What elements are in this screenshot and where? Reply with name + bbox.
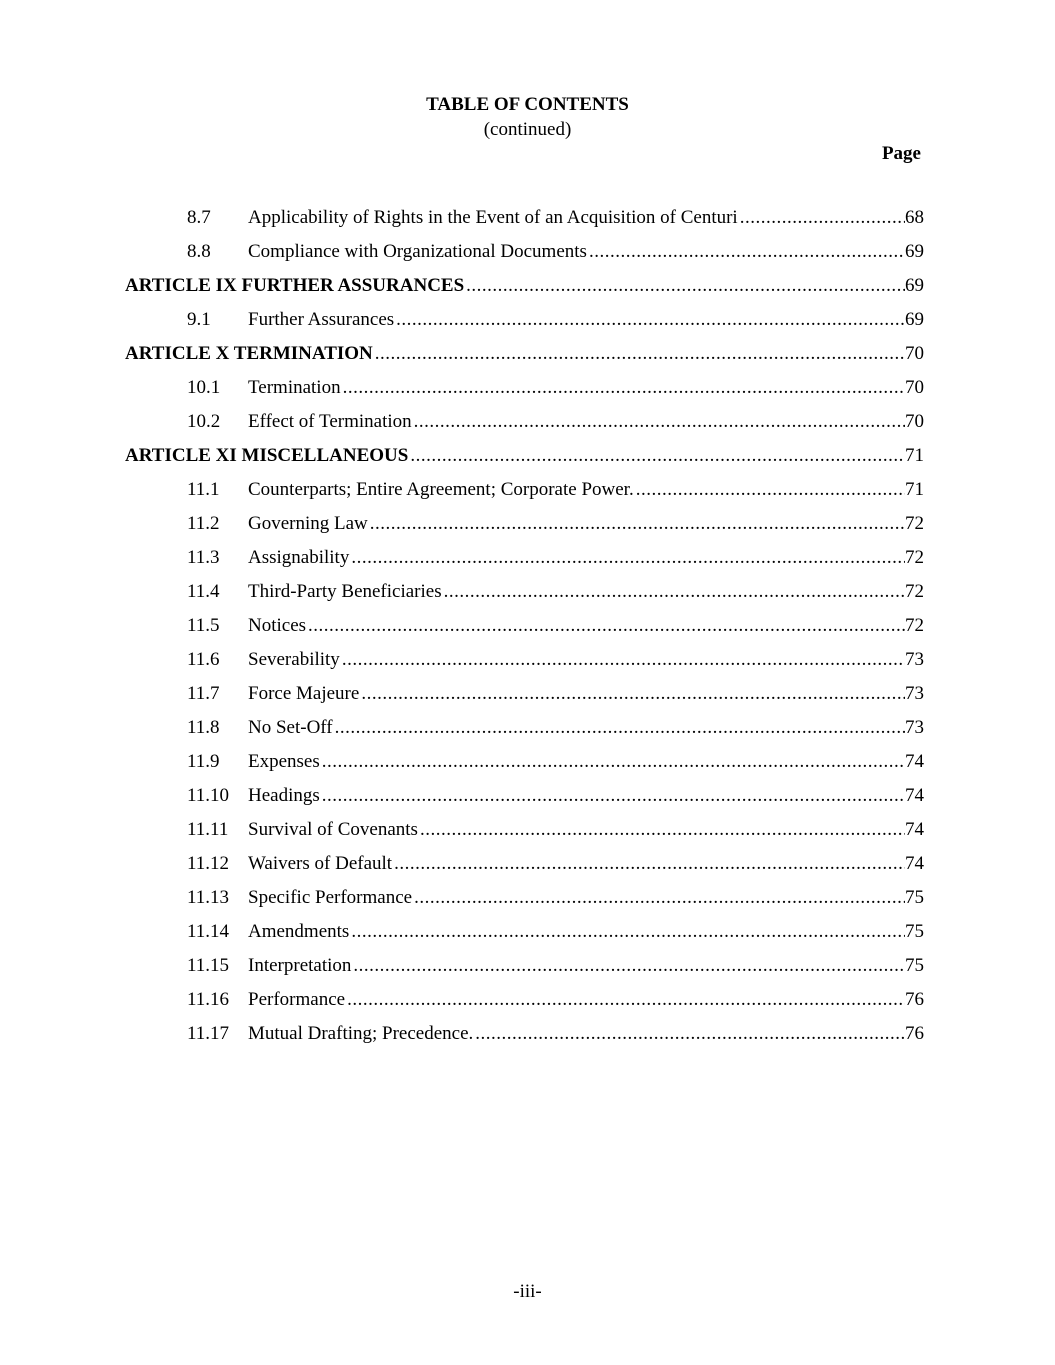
section-title: No Set-Off	[248, 717, 333, 738]
dot-leader	[349, 544, 905, 572]
toc-entry	[125, 442, 924, 470]
page-number: 75	[905, 887, 924, 908]
toc-section-row[interactable]	[0, 238, 1055, 272]
page-number: 68	[905, 207, 924, 228]
section-number: 11.1	[187, 479, 220, 500]
toc-entry	[248, 850, 924, 878]
dot-leader	[412, 884, 905, 912]
toc-section-row[interactable]	[0, 816, 1055, 850]
page-number: 70	[905, 411, 924, 432]
dot-leader	[464, 272, 905, 300]
toc-entry	[125, 272, 924, 300]
section-title: Counterparts; Entire Agreement; Corporate Power.	[248, 479, 634, 500]
toc-subtitle: (continued)	[483, 119, 572, 140]
toc-entry	[248, 816, 924, 844]
section-number: 11.2	[187, 513, 220, 534]
toc-entry	[125, 340, 924, 368]
toc-section-row[interactable]	[0, 884, 1055, 918]
page-column-heading: Page	[881, 143, 921, 164]
article-title: ARTICLE X TERMINATION	[125, 343, 373, 364]
toc-entry	[248, 544, 924, 572]
dot-leader	[634, 476, 905, 504]
toc-section-row[interactable]	[0, 306, 1055, 340]
toc-entry	[248, 918, 924, 946]
section-number: 11.13	[187, 887, 230, 908]
toc-entry	[248, 782, 924, 810]
section-number: 11.6	[187, 649, 220, 670]
toc-title: TABLE OF CONTENTS	[426, 94, 629, 115]
toc-article-row[interactable]	[0, 340, 1055, 374]
toc-section-row[interactable]	[0, 374, 1055, 408]
article-title: ARTICLE IX FURTHER ASSURANCES	[125, 275, 465, 296]
toc-section-row[interactable]	[0, 986, 1055, 1020]
page-number: 74	[905, 751, 924, 772]
dot-leader	[408, 442, 905, 470]
toc-section-row[interactable]	[0, 510, 1055, 544]
dot-leader	[418, 816, 905, 844]
dot-leader	[306, 612, 905, 640]
toc-entry	[248, 1020, 924, 1048]
section-number: 11.14	[187, 921, 230, 942]
toc-section-row[interactable]	[0, 1020, 1055, 1054]
toc-section-row[interactable]	[0, 476, 1055, 510]
dot-leader	[587, 238, 905, 266]
section-title: Notices	[248, 615, 307, 636]
section-number: 11.15	[187, 955, 230, 976]
toc-entry	[248, 476, 924, 504]
page-number: 69	[905, 275, 924, 296]
page-number: 73	[905, 717, 924, 738]
section-number: 11.3	[187, 547, 220, 568]
toc-entry	[248, 952, 924, 980]
page-number: 73	[905, 649, 924, 670]
page-number: 74	[905, 819, 924, 840]
dot-leader	[368, 510, 905, 538]
section-number: 11.17	[187, 1023, 230, 1044]
section-number: 11.10	[187, 785, 230, 806]
page-number: 76	[905, 989, 924, 1010]
section-number: 11.8	[187, 717, 220, 738]
toc-entry	[248, 986, 924, 1014]
article-title: ARTICLE XI MISCELLANEOUS	[125, 445, 409, 466]
section-number: 9.1	[187, 309, 211, 330]
toc-section-row[interactable]	[0, 748, 1055, 782]
section-title: Performance	[248, 989, 346, 1010]
toc-section-row[interactable]	[0, 612, 1055, 646]
section-title: Applicability of Rights in the Event of an Acquisition of Centuri	[248, 207, 738, 228]
section-number: 11.9	[187, 751, 220, 772]
dot-leader	[738, 204, 905, 232]
page-number: 69	[905, 309, 924, 330]
toc-section-row[interactable]	[0, 918, 1055, 952]
page-number-footer: -iii-	[513, 1281, 542, 1302]
dot-leader	[473, 1020, 905, 1048]
section-title: Headings	[248, 785, 320, 806]
section-title: Amendments	[248, 921, 350, 942]
section-number: 10.1	[187, 377, 221, 398]
page-number: 76	[905, 1023, 924, 1044]
dot-leader	[341, 374, 905, 402]
page-number: 73	[905, 683, 924, 704]
section-title: Interpretation	[248, 955, 352, 976]
section-title: Waivers of Default	[248, 853, 393, 874]
toc-entry	[248, 510, 924, 538]
page-number: 71	[905, 479, 924, 500]
toc-section-row[interactable]	[0, 204, 1055, 238]
page-number: 72	[905, 615, 924, 636]
toc-list	[0, 204, 1055, 1054]
toc-entry	[248, 374, 924, 402]
page-number: 74	[905, 785, 924, 806]
dot-leader	[320, 782, 905, 810]
toc-entry	[248, 578, 924, 606]
dot-leader	[333, 714, 905, 742]
section-number: 11.7	[187, 683, 220, 704]
section-number: 10.2	[187, 411, 221, 432]
dot-leader	[351, 952, 905, 980]
toc-entry	[248, 204, 924, 232]
toc-section-row[interactable]	[0, 952, 1055, 986]
toc-section-row[interactable]	[0, 544, 1055, 578]
section-number: 8.8	[187, 241, 211, 262]
page-number: 71	[905, 445, 924, 466]
page-number: 75	[905, 921, 924, 942]
toc-section-row[interactable]	[0, 850, 1055, 884]
section-number: 8.7	[187, 207, 211, 228]
section-title: Governing Law	[248, 513, 368, 534]
dot-leader	[412, 408, 905, 436]
section-title: Mutual Drafting; Precedence.	[248, 1023, 474, 1044]
toc-section-row[interactable]	[0, 578, 1055, 612]
section-number: 11.5	[187, 615, 220, 636]
page-number: 72	[905, 513, 924, 534]
dot-leader	[373, 340, 905, 368]
page-number: 70	[905, 343, 924, 364]
section-number: 11.12	[187, 853, 230, 874]
toc-article-row[interactable]	[0, 272, 1055, 306]
dot-leader	[340, 646, 905, 674]
section-number: 11.16	[187, 989, 230, 1010]
dot-leader	[349, 918, 905, 946]
toc-entry	[248, 680, 924, 708]
dot-leader	[394, 306, 905, 334]
page-number: 74	[905, 853, 924, 874]
page-number: 69	[905, 241, 924, 262]
toc-entry	[248, 714, 924, 742]
section-title: Expenses	[248, 751, 320, 772]
dot-leader	[359, 680, 905, 708]
section-number: 11.11	[187, 819, 229, 840]
page-number: 72	[905, 581, 924, 602]
section-title: Survival of Covenants	[248, 819, 418, 840]
toc-entry	[248, 646, 924, 674]
dot-leader	[320, 748, 905, 776]
toc-entry	[248, 408, 924, 436]
toc-entry	[248, 306, 924, 334]
section-number: 11.4	[187, 581, 220, 602]
toc-entry	[248, 238, 924, 266]
toc-entry	[248, 612, 924, 640]
section-title: Termination	[248, 377, 341, 398]
toc-section-row[interactable]	[0, 680, 1055, 714]
section-title: Assignability	[248, 547, 350, 568]
toc-section-row[interactable]	[0, 408, 1055, 442]
section-title: Third-Party Beneficiaries	[248, 581, 442, 602]
dot-leader	[442, 578, 905, 606]
toc-section-row[interactable]	[0, 646, 1055, 680]
section-title: Specific Performance	[248, 887, 413, 908]
section-title: Further Assurances	[248, 309, 395, 330]
toc-entry	[248, 748, 924, 776]
toc-article-row[interactable]	[0, 442, 1055, 476]
section-title: Compliance with Organizational Documents	[248, 241, 587, 262]
section-title: Effect of Termination	[248, 411, 412, 432]
dot-leader	[392, 850, 905, 878]
page-number: 70	[905, 377, 924, 398]
toc-section-row[interactable]	[0, 782, 1055, 816]
section-title: Severability	[248, 649, 340, 670]
section-title: Force Majeure	[248, 683, 360, 704]
dot-leader	[345, 986, 905, 1014]
toc-entry	[248, 884, 924, 912]
page-number: 72	[905, 547, 924, 568]
toc-section-row[interactable]	[0, 714, 1055, 748]
page-number: 75	[905, 955, 924, 976]
